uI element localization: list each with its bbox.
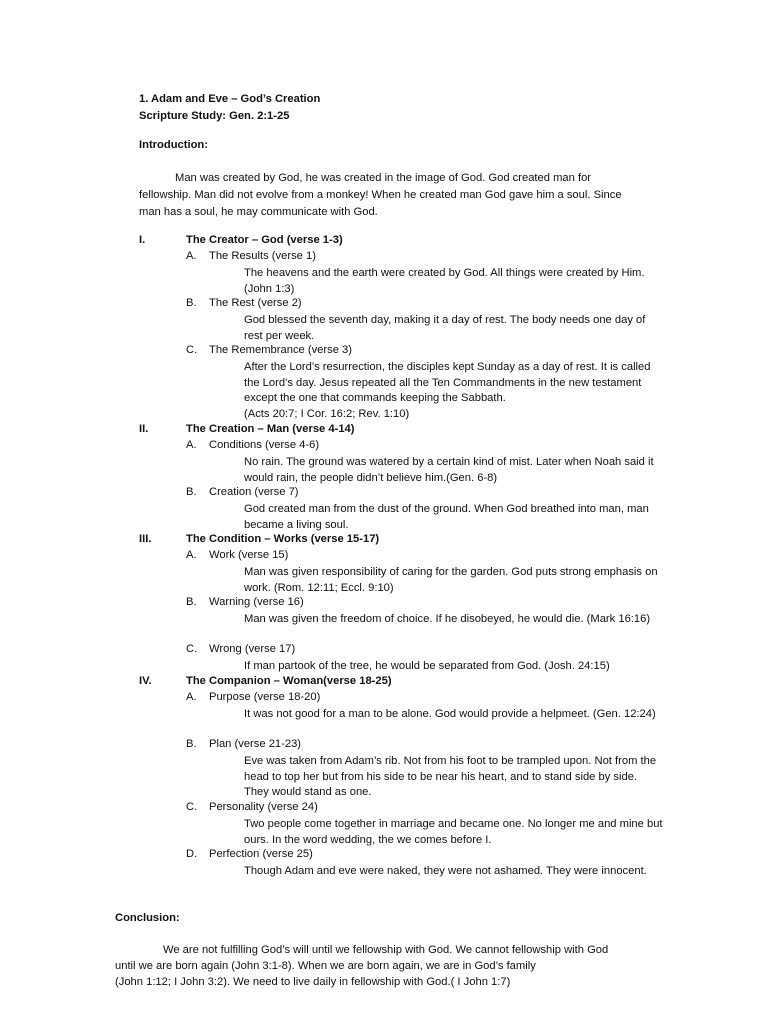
item-label: Personality (verse 24) bbox=[209, 801, 318, 813]
section-title: The Condition – Works (verse 15-17) bbox=[186, 533, 380, 545]
outline-item bbox=[186, 439, 319, 451]
introduction-line: Man was created by God, he was created in the image of God. God created man for bbox=[175, 172, 592, 184]
conclusion-line: We are not fulfilling God’s will until we fellowship with God. We cannot fellowship with God bbox=[163, 944, 609, 956]
section-numeral: II. bbox=[139, 423, 149, 435]
item-detail: Man was given responsibility of caring for the garden. God puts strong emphasis on work. (Rom. 12:11; Eccl. 9:10) bbox=[244, 566, 658, 594]
item-letter: A. bbox=[186, 691, 197, 703]
item-detail: Though Adam and eve were naked, they were not ashamed. They were innocent. bbox=[244, 865, 647, 877]
conclusion-paragraph bbox=[115, 942, 675, 991]
outline-item bbox=[186, 549, 288, 561]
item-letter: B. bbox=[186, 486, 197, 498]
outline-item bbox=[186, 250, 316, 262]
item-label: Conditions (verse 4-6) bbox=[209, 439, 320, 451]
item-letter: C. bbox=[186, 344, 198, 356]
conclusion-line: (John 1:12; I John 3:2). We need to live daily in fellowship with God.( I John 1:7) bbox=[115, 976, 511, 989]
introduction-heading: Introduction: bbox=[139, 139, 208, 151]
outline-item bbox=[186, 801, 318, 813]
outline-item bbox=[186, 486, 299, 498]
item-label: The Remembrance (verse 3) bbox=[209, 344, 353, 356]
item-label: Purpose (verse 18-20) bbox=[209, 691, 321, 703]
item-detail-reference: (Acts 20:7; I Cor. 16:2; Rev. 1:10) bbox=[244, 407, 410, 420]
item-detail: It was not good for a man to be alone. God would provide a helpmeet. (Gen. 12:24) bbox=[244, 708, 656, 720]
item-label: Plan (verse 21-23) bbox=[209, 738, 302, 750]
item-letter: B. bbox=[186, 738, 197, 750]
outline-item bbox=[186, 691, 320, 703]
item-letter: A. bbox=[186, 250, 197, 262]
item-detail: If man partook of the tree, he would be separated from God. (Josh. 24:15) bbox=[244, 660, 610, 672]
item-detail bbox=[244, 360, 664, 422]
section-numeral: I. bbox=[139, 234, 146, 246]
item-detail: God created man from the dust of the ground. When God breathed into man, man became a living soul. bbox=[244, 503, 649, 531]
item-detail-text: After the Lord’s resurrection, the disciples kept Sunday as a day of rest. It is called the Lord’s day. Jesus repeated all the Ten Commandments in the new testament except the one that commands keeping the Sabbath. bbox=[244, 361, 651, 405]
outline-item bbox=[186, 344, 352, 356]
item-label: Work (verse 15) bbox=[209, 549, 289, 561]
item-letter: B. bbox=[186, 596, 197, 608]
conclusion-heading: Conclusion: bbox=[115, 912, 180, 924]
outline-item bbox=[186, 596, 304, 608]
item-letter: B. bbox=[186, 297, 197, 309]
introduction-line: man has a soul, he may communicate with God. bbox=[139, 205, 378, 218]
section-title: The Creation – Man (verse 4-14) bbox=[186, 423, 355, 435]
outline-item bbox=[186, 738, 301, 750]
introduction-paragraph bbox=[139, 170, 659, 220]
document-header bbox=[139, 92, 320, 124]
outline-item bbox=[186, 848, 313, 860]
item-letter: C. bbox=[186, 643, 198, 655]
item-label: The Results (verse 1) bbox=[209, 250, 316, 262]
section-numeral: IV. bbox=[139, 675, 152, 687]
introduction-line: fellowship. Man did not evolve from a monkey! When he created man God gave him a soul. Since bbox=[139, 188, 622, 201]
item-detail: Two people come together in marriage and became one. No longer me and mine but ours. In the word wedding, the we comes before I. bbox=[244, 818, 663, 846]
item-label: The Rest (verse 2) bbox=[209, 297, 302, 309]
item-label: Creation (verse 7) bbox=[209, 486, 299, 498]
item-detail: Man was given the freedom of choice. If he disobeyed, he would die. (Mark 16:16) bbox=[244, 613, 651, 625]
lesson-title: 1. Adam and Eve – God’s Creation bbox=[139, 93, 321, 105]
item-detail: God blessed the seventh day, making it a day of rest. The body needs one day of rest per week. bbox=[244, 314, 646, 342]
section-title: The Companion – Woman(verse 18-25) bbox=[186, 675, 392, 687]
section-title: The Creator – God (verse 1-3) bbox=[186, 234, 343, 246]
item-label: Warning (verse 16) bbox=[209, 596, 304, 608]
outline-item bbox=[186, 297, 302, 309]
section-numeral: III. bbox=[139, 533, 152, 545]
outline-item bbox=[186, 643, 295, 655]
item-letter: A. bbox=[186, 439, 197, 451]
item-label: Wrong (verse 17) bbox=[209, 643, 296, 655]
item-detail: Eve was taken from Adam’s rib. Not from his foot to be trampled upon. Not from the head to top her but from his side to be near his heart, and to stand side by side. They would stand as one. bbox=[244, 755, 657, 799]
conclusion-line: until we are born again (John 3:1-8). When we are born again, we are in God’s family bbox=[115, 960, 536, 973]
item-letter: A. bbox=[186, 549, 197, 561]
scripture-reference: Scripture Study: Gen. 2:1-25 bbox=[139, 109, 290, 122]
item-letter: C. bbox=[186, 801, 198, 813]
item-detail: The heavens and the earth were created by God. All things were created by Him. (John 1:3) bbox=[244, 267, 645, 295]
item-label: Perfection (verse 25) bbox=[209, 848, 313, 860]
item-letter: D. bbox=[186, 848, 198, 860]
item-detail: No rain. The ground was watered by a certain kind of mist. Later when Noah said it would rain, the people didn’t believe him.(Gen. 6-8) bbox=[244, 456, 654, 484]
